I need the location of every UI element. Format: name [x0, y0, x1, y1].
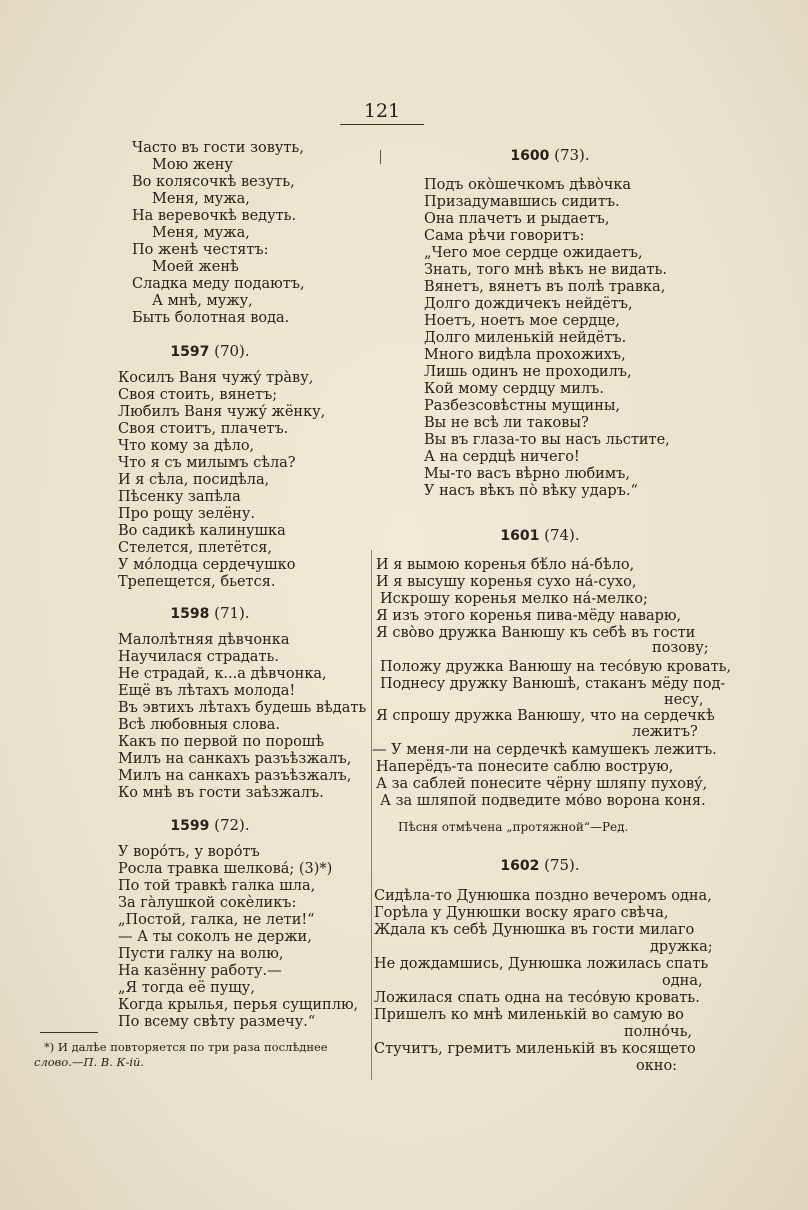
verse-line: Часто въ гости зовуть,: [132, 140, 304, 156]
verse-line: Не страдай, к...а дѣвчонка,: [118, 666, 327, 682]
song-heading-1598: 1598 (71).: [170, 604, 250, 622]
verse-line: Призадумавшись сидитъ.: [424, 194, 620, 210]
verse-line: Трепещется, бьется.: [118, 574, 276, 590]
verse-line: Про рощу зелёну.: [118, 506, 255, 522]
verse-line: Мою жену: [152, 157, 233, 173]
verse-line: Мы-то васъ вѣрно любимъ,: [424, 466, 630, 482]
verse-line: Поднесу дружку Ванюшѣ, стаканъ мёду под-: [380, 676, 726, 692]
verse-line: дружка;: [650, 939, 713, 955]
song-heading-1597: 1597 (70).: [170, 342, 250, 360]
verse-line: Искрошу коренья мелко на́-мелко;: [380, 591, 648, 607]
verse-line: Наперёдъ-та понесите саблю вострую,: [376, 759, 674, 775]
verse-line: Вы въ глаза-то вы насъ льстите,: [424, 432, 670, 448]
verse-line: А мнѣ, мужу,: [152, 293, 253, 309]
verse-line: Ноетъ, ноетъ мое сердце,: [424, 313, 620, 329]
verse-line: И я сѣла, посидѣла,: [118, 472, 270, 488]
verse-line: Вянетъ, вянетъ въ полѣ травка,: [424, 279, 666, 295]
verse-line: Своя стоить, вянетъ;: [118, 387, 278, 403]
editor-note: Пѣсня отмѣчена „протяжной“—Ред.: [398, 820, 629, 834]
verse-line: На казённу работу.—: [118, 963, 282, 979]
verse-line: Пусти галку на волю,: [118, 946, 284, 962]
verse-line: позову;: [652, 640, 709, 656]
verse-line: Своя стоитъ, плачетъ.: [118, 421, 289, 437]
verse-line: Всѣ любовныя слова.: [118, 717, 281, 733]
verse-line: Разбезсовѣстны мущины,: [424, 398, 621, 414]
verse-line: Кой мому сердцу милъ.: [424, 381, 605, 397]
verse-line: полно́чь,: [624, 1024, 693, 1040]
verse-line: Вы не всѣ ли таковы?: [424, 415, 589, 431]
verse-line: Я сво̀во дружка Ванюшу къ себѣ въ гости: [376, 625, 696, 641]
verse-line: А за шляпой подведите мо́во ворона коня.: [380, 793, 706, 809]
verse-line: На веревочкѣ ведуть.: [132, 208, 297, 224]
verse-line: Научилася страдать.: [118, 649, 279, 665]
song-heading-1601: 1601 (74).: [500, 526, 580, 544]
verse-line: Косилъ Ваня чужу́ тра̀ву,: [118, 370, 314, 386]
verse-line: Пѣсенку запѣла: [118, 489, 241, 505]
verse-line: Ко мнѣ въ гости заѣзжалъ.: [118, 785, 324, 801]
verse-line: Ещё въ лѣтахъ молода!: [118, 683, 296, 699]
verse-line: Во колясочкѣ везуть,: [132, 174, 295, 190]
verse-line: По всему свѣту размечу.“: [118, 1014, 316, 1030]
verse-line: Подъ око̀шечкомъ дѣво̀чка: [424, 177, 632, 193]
verse-line: „Я тогда её пущу,: [118, 980, 255, 996]
verse-line: одна,: [662, 973, 703, 989]
verse-line: Что я съ милымъ сѣла?: [118, 455, 296, 471]
verse-line: По той травкѣ галка шла,: [118, 878, 316, 894]
verse-line: Горѣла у Дунюшки воску яраго свѣча,: [374, 905, 669, 921]
verse-line: Долго дождичекъ нейдётъ,: [424, 296, 633, 312]
verse-line: И я высушу коренья сухо на́-сухо,: [376, 574, 637, 590]
verse-line: Пришелъ ко мнѣ миленькій во самую во: [374, 1007, 684, 1023]
verse-line: Стелется, плетётся,: [118, 540, 272, 556]
verse-line: Долго миленькій нейдётъ.: [424, 330, 627, 346]
song-heading-1599: 1599 (72).: [170, 816, 250, 834]
verse-line: Какъ по первой по порошѣ: [118, 734, 325, 750]
verse-line: Сидѣла-то Дунюшка поздно вечеромъ одна,: [374, 888, 712, 904]
verse-line: Сладка меду подаютъ,: [132, 276, 305, 292]
verse-line: За га̀лушкой сокѐликъ:: [118, 895, 297, 911]
verse-line: Когда крылья, перья сущиплю,: [118, 997, 359, 1013]
verse-line: Росла травка шелкова́; (3)*): [118, 861, 333, 877]
verse-line: Стучитъ, гремитъ миленькій въ косящето: [374, 1041, 696, 1057]
verse-line: — У меня-ли на сердечкѣ камушекъ лежитъ.: [372, 742, 717, 758]
verse-line: У насъ вѣкъ по̀ вѣку ударъ.“: [424, 483, 638, 499]
verse-line: У мо́лодца сердечушко: [118, 557, 296, 573]
verse-line: „Чего мое сердце ожидаетъ,: [424, 245, 643, 261]
verse-line: Ждала къ себѣ Дунюшка въ гости милаго: [374, 922, 695, 938]
verse-line: Меня, мужа,: [152, 225, 250, 241]
verse-line: По женѣ честятъ:: [132, 242, 269, 258]
verse-line: Что кому за дѣло,: [118, 438, 255, 454]
verse-line: Я спрошу дружка Ванюшу, что на сердечкѣ: [376, 708, 715, 724]
verse-line: Малолѣтняя дѣвчонка: [118, 632, 290, 648]
verse-line: Лишь одинъ не проходилъ,: [424, 364, 632, 380]
verse-line: А за саблей понесите чёрну шляпу пухову́,: [376, 776, 708, 792]
verse-line: Сама рѣчи говоритъ:: [424, 228, 585, 244]
page-number: 121: [363, 100, 401, 122]
verse-line: лежитъ?: [632, 724, 698, 740]
verse-line: — А ты соколъ не держи,: [118, 929, 312, 945]
verse-line: Меня, мужа,: [152, 191, 250, 207]
verse-line: Любилъ Ваня чужу́ жёнку,: [118, 404, 326, 420]
song-heading-1600: 1600 (73).: [510, 146, 590, 164]
verse-line: Я изъ этого коренья пива-мёду наварю,: [376, 608, 682, 624]
footnote-line: *) И далѣе повторяется по три раза послѣднее: [44, 1040, 328, 1054]
verse-line: У воро́тъ, у воро́тъ: [118, 844, 260, 860]
verse-line: Положу дружка Ванюшу на тесо́вую кровать,: [380, 659, 732, 675]
verse-line: Моей женѣ: [152, 259, 239, 275]
verse-line: Въ эвтихъ лѣтахъ будешь вѣдать: [118, 700, 367, 716]
verse-line: Быть болотная вода.: [132, 310, 290, 326]
verse-line: Она плачетъ и рыдаетъ,: [424, 211, 610, 227]
verse-line: Много видѣла прохожихъ,: [424, 347, 626, 363]
verse-line: Знать, того мнѣ вѣкъ не видать.: [424, 262, 668, 278]
verse-line: Не дождамшись, Дунюшка ложилась спать: [374, 956, 709, 972]
verse-line: Во садикѣ калинушка: [118, 523, 286, 539]
verse-line: Ложилася спать одна на тесо́вую кровать.: [374, 990, 700, 1006]
verse-line: „Постой, галка, не лети!“: [118, 912, 315, 928]
verse-line: Милъ на санкахъ разъѣзжалъ,: [118, 751, 352, 767]
footnote-line: слово.—П. В. К-ій.: [34, 1055, 145, 1069]
verse-line: И я вымою коренья бѣ́ло на́-бѣло,: [376, 557, 635, 573]
verse-line: А на сердцѣ ничего!: [424, 449, 580, 465]
verse-line: окно:: [636, 1058, 678, 1074]
song-heading-1602: 1602 (75).: [500, 856, 580, 874]
verse-line: несу,: [664, 692, 704, 708]
verse-line: Милъ на санкахъ разъѣзжалъ,: [118, 768, 352, 784]
